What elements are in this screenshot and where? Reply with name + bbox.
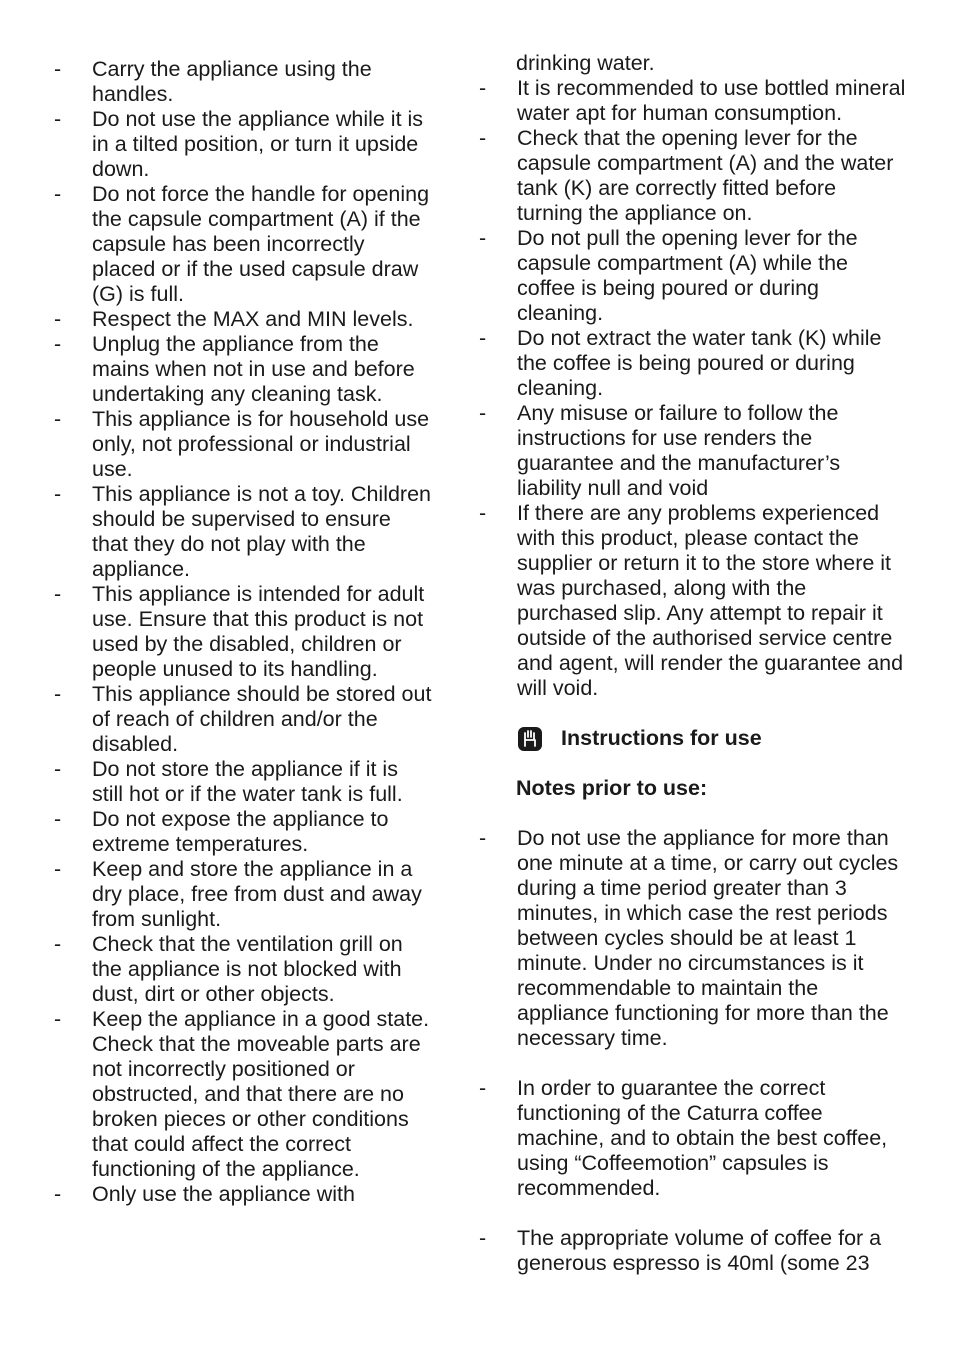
list-item-text: In order to guarantee the correct functioning of the Caturra coffee machine, and to obtain the best coffee, using “Coffeemotion” capsules is recommended. xyxy=(517,1076,888,1200)
list-item xyxy=(52,757,432,807)
list-dash: - xyxy=(54,307,62,331)
list-item-text: This appliance is not a toy. Children should be supervised to ensure that they do not play with the appliance. xyxy=(92,482,432,581)
list-item xyxy=(52,682,432,757)
list-item-text: Do not pull the opening lever for the capsule compartment (A) while the coffee is being poured or during cleaning. xyxy=(517,226,858,325)
list-dash: - xyxy=(479,1226,487,1250)
list-dash: - xyxy=(54,857,62,881)
list-item-text: Keep and store the appliance in a dry place, free from dust and away from sunlight. xyxy=(92,857,422,931)
list-item-text: This appliance should be stored out of reach of children and/or the disabled. xyxy=(92,682,432,756)
list-dash: - xyxy=(54,57,62,81)
list-item-text: If there are any problems experienced with this product, please contact the supplier or return it to the store where it was purchased, along with the purchased slip. Any attempt to repair it outside of the authorised service centre and agent, will render the guarantee and will void. xyxy=(517,501,904,700)
list-item-text: This appliance is for household use only, not professional or industrial use. xyxy=(92,407,430,481)
list-item xyxy=(52,182,432,307)
list-dash: - xyxy=(54,757,62,781)
list-item xyxy=(477,401,907,501)
continued-text: drinking water. xyxy=(516,51,655,75)
list-item xyxy=(477,326,907,401)
list-item-text: Do not use the appliance for more than one minute at a time, or carry out cycles during a time period greater than 3 minutes, in which case the rest periods between cycles should be at least 1 minute. Under no circumstances is it recommendable to maintain the appliance functioning for more than the necessary time. xyxy=(517,826,899,1050)
list-item-text: Carry the appliance using the handles. xyxy=(92,57,372,106)
list-dash: - xyxy=(54,482,62,506)
list-item-text: Any misuse or failure to follow the instructions for use renders the guarantee and the manufacturer’s liability null and void xyxy=(517,401,841,500)
list-dash: - xyxy=(54,407,62,431)
hand-icon xyxy=(517,726,543,752)
list-item-text: Do not extract the water tank (K) while the coffee is being poured or during cleaning. xyxy=(517,326,882,400)
list-item-text: Respect the MAX and MIN levels. xyxy=(92,307,414,331)
list-item xyxy=(52,307,432,332)
list-item xyxy=(477,76,907,126)
list-item-text: This appliance is intended for adult use. Ensure that this product is not used by the disabled, children or people unused to its handling. xyxy=(92,582,425,681)
list-item xyxy=(52,332,432,407)
list-item xyxy=(52,482,432,582)
list-item xyxy=(52,932,432,1007)
list-item xyxy=(477,126,907,226)
list-item xyxy=(52,1182,432,1207)
list-dash: - xyxy=(54,182,62,206)
list-item xyxy=(477,501,907,701)
list-dash: - xyxy=(479,401,487,425)
list-item xyxy=(52,407,432,482)
list-dash: - xyxy=(54,582,62,606)
list-item-text: Do not use the appliance while it is in a tilted position, or turn it upside down. xyxy=(92,107,424,181)
left-column xyxy=(52,57,432,1207)
list-dash: - xyxy=(479,126,487,150)
list-item xyxy=(477,1076,907,1201)
list-dash: - xyxy=(479,326,487,350)
list-item xyxy=(477,1226,907,1276)
list-item-text: Check that the opening lever for the capsule compartment (A) and the water tank (K) are correctly fitted before turning the appliance on. xyxy=(517,126,894,225)
list-item-text: Do not expose the appliance to extreme temperatures. xyxy=(92,807,389,856)
list-dash: - xyxy=(54,107,62,131)
list-item xyxy=(52,807,432,857)
list-item xyxy=(477,826,907,1051)
safety-list-right xyxy=(477,76,907,701)
list-item xyxy=(52,582,432,682)
notes-list xyxy=(477,826,907,1276)
list-dash: - xyxy=(479,226,487,250)
list-item-text: Only use the appliance with xyxy=(92,1182,355,1206)
list-item xyxy=(52,57,432,107)
list-item xyxy=(52,1007,432,1182)
list-item-text: The appropriate volume of coffee for a generous espresso is 40ml (some 23 xyxy=(517,1226,882,1275)
list-dash: - xyxy=(54,682,62,706)
list-dash: - xyxy=(54,1007,62,1031)
list-dash: - xyxy=(479,826,487,850)
list-dash: - xyxy=(54,332,62,356)
list-dash: - xyxy=(479,1076,487,1100)
section-heading xyxy=(477,726,907,751)
list-item-text: Do not store the appliance if it is still hot or if the water tank is full. xyxy=(92,757,403,806)
list-dash: - xyxy=(54,1182,62,1206)
list-item-text: It is recommended to use bottled mineral water apt for human consumption. xyxy=(517,76,906,125)
right-column xyxy=(477,51,907,1276)
list-dash: - xyxy=(54,807,62,831)
list-item xyxy=(52,107,432,182)
safety-list-left xyxy=(52,57,432,1207)
list-item-text: Do not force the handle for opening the capsule compartment (A) if the capsule has been incorrectly placed or if the used capsule draw (G) is full. xyxy=(92,182,430,306)
section-title: Instructions for use xyxy=(561,726,762,750)
list-dash: - xyxy=(479,76,487,100)
notes-heading: Notes prior to use: xyxy=(516,776,708,800)
list-dash: - xyxy=(54,932,62,956)
list-item xyxy=(52,857,432,932)
list-dash: - xyxy=(479,501,487,525)
list-item-text: Unplug the appliance from the mains when not in use and before undertaking any cleaning task. xyxy=(92,332,415,406)
list-item xyxy=(477,226,907,326)
list-item-text: Keep the appliance in a good state. Check that the moveable parts are not incorrectly positioned or obstructed, and that there are no broken pieces or other conditions that could affect the correct functioning of the appliance. xyxy=(92,1007,430,1181)
list-item-text: Check that the ventilation grill on the appliance is not blocked with dust, dirt or other objects. xyxy=(92,932,403,1006)
